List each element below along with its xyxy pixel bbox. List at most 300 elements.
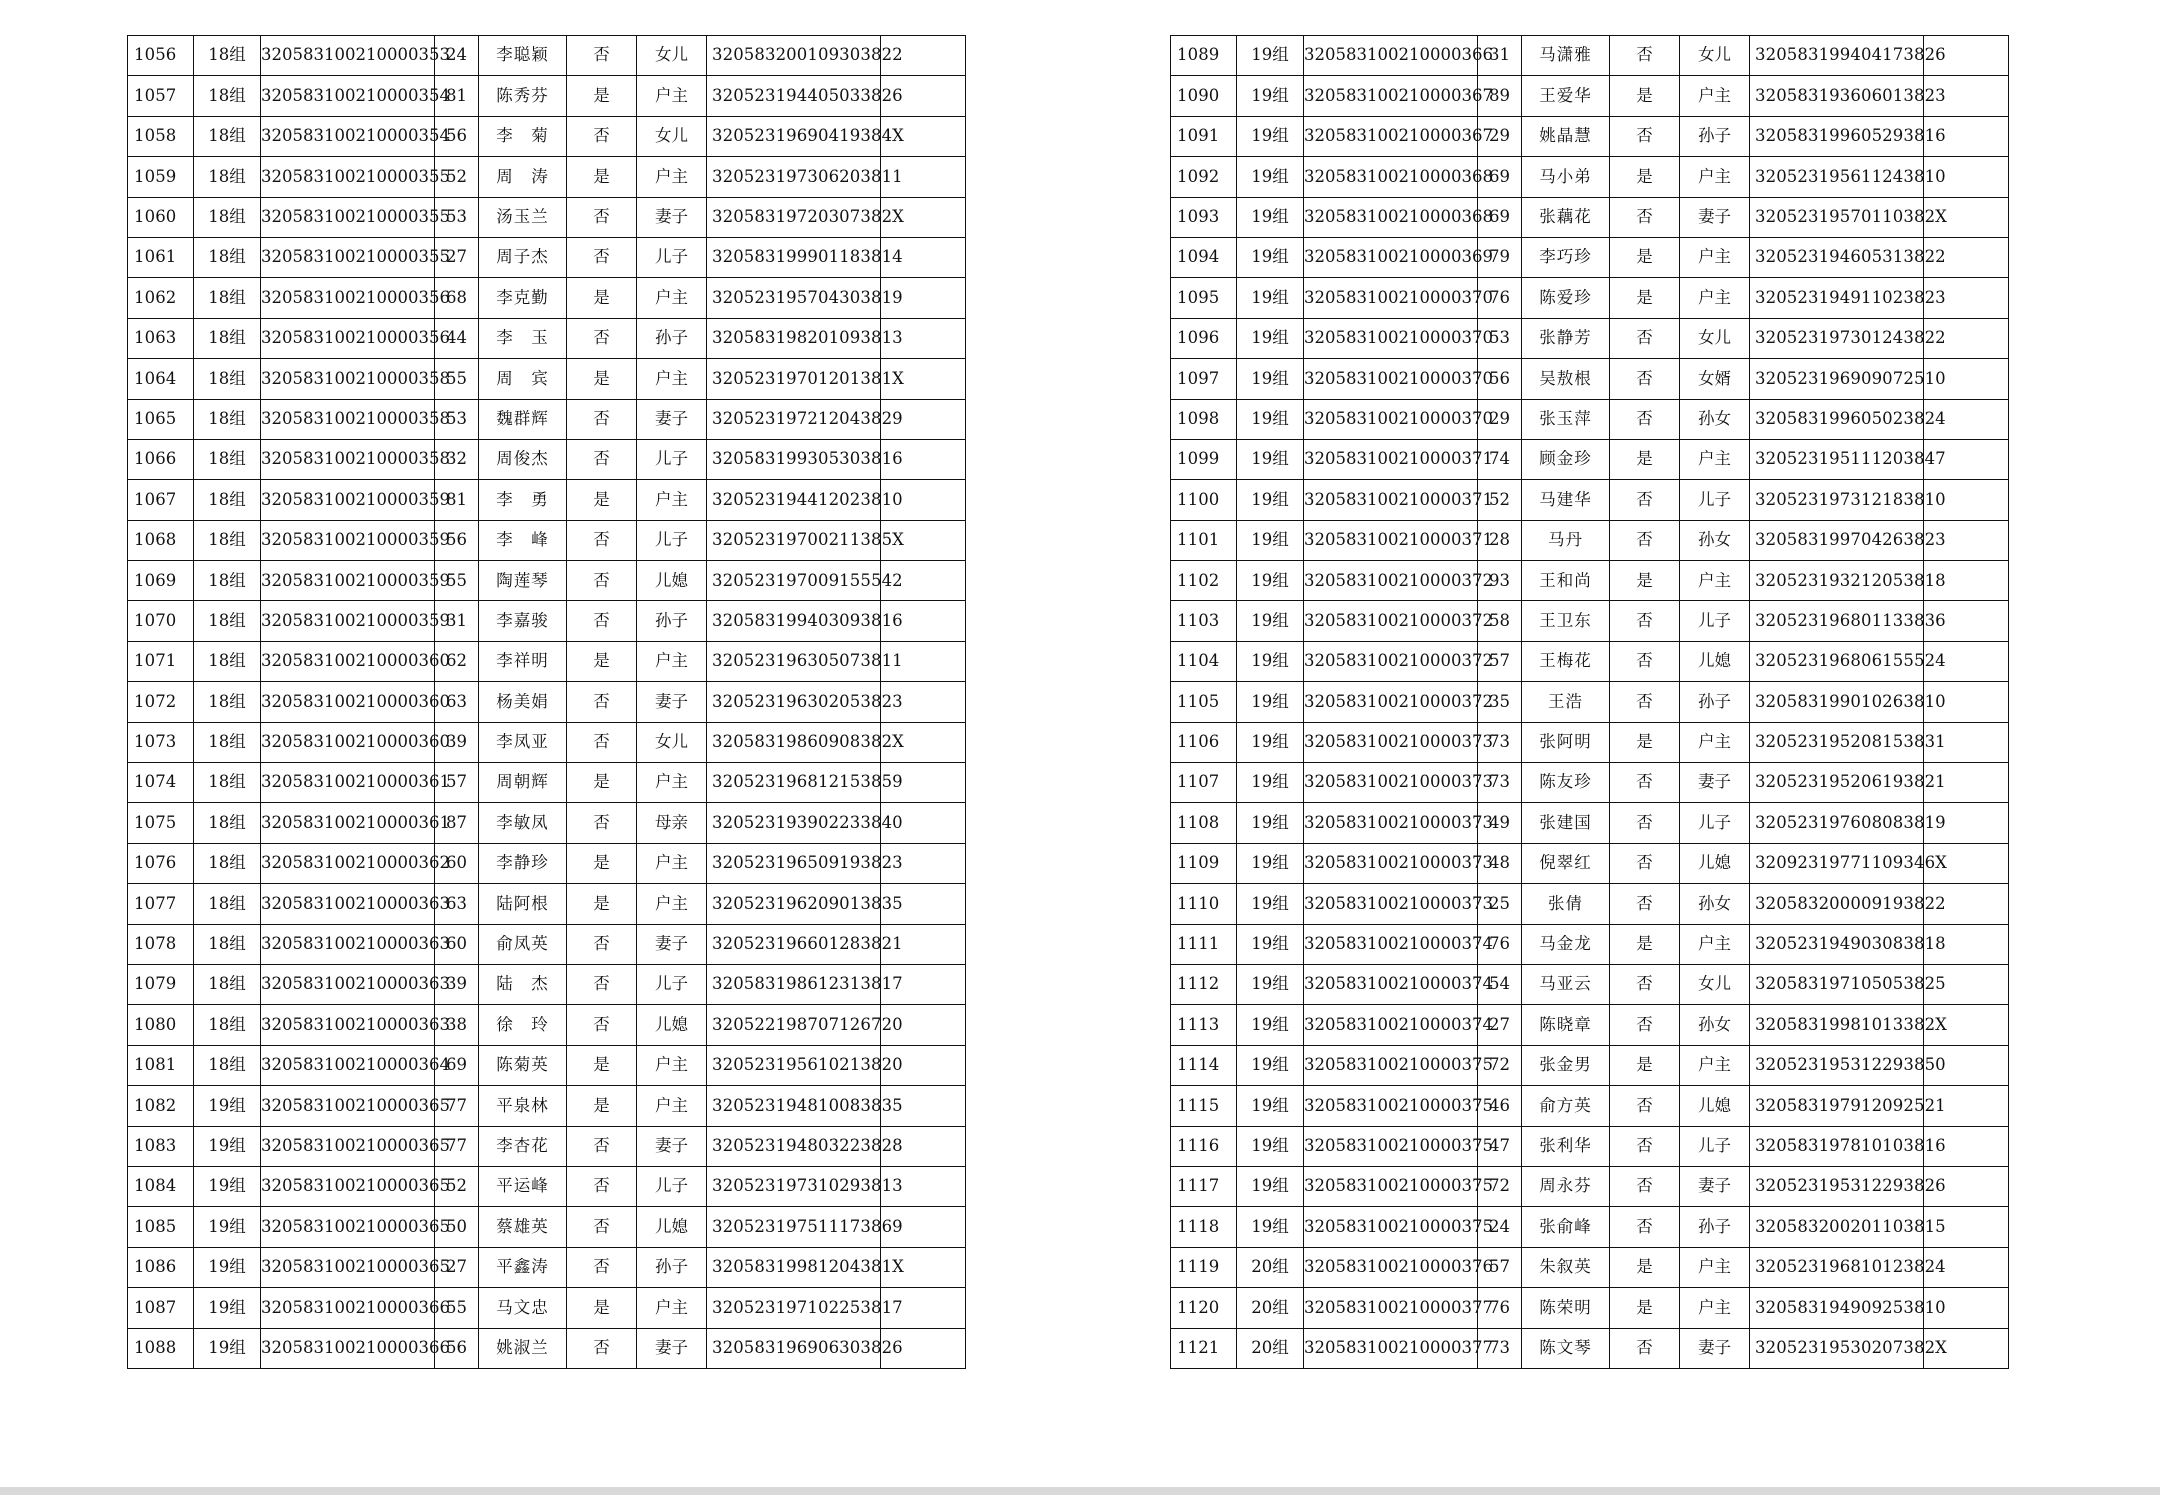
head-flag-cell: 否 [567,964,637,1004]
group-cell: 18组 [194,36,261,76]
age-cell: 93 [1478,561,1522,601]
relation-cell: 孙子 [1680,116,1750,156]
row-number-cell: 1103 [1171,601,1237,641]
relation-cell: 儿子 [1680,803,1750,843]
table-row [128,1247,966,1287]
age-cell: 76 [1478,278,1522,318]
name-cell: 陈秀芬 [479,76,567,116]
id-number-cell: 320583198201093813 [707,318,881,358]
table-row [128,884,966,924]
table-row [1171,36,2009,76]
household-number-cell: 320583100210000359 [261,480,435,520]
name-cell: 陆 杰 [479,964,567,1004]
group-cell: 19组 [1237,116,1304,156]
table-row [128,1288,966,1328]
age-cell: 50 [435,1207,479,1247]
head-flag-cell: 否 [1610,36,1680,76]
household-number-cell: 320583100210000376 [1304,1247,1478,1287]
group-cell: 19组 [1237,480,1304,520]
row-number-cell: 1060 [128,197,194,237]
id-number-cell: 320583196906303826 [707,1328,881,1368]
id-number-cell: 32092319771109346X [1750,843,1924,883]
row-number-cell: 1111 [1171,924,1237,964]
group-cell: 18组 [194,803,261,843]
relation-cell: 户主 [1680,439,1750,479]
id-number-cell: 320523197009155542 [707,561,881,601]
name-cell: 李静珍 [479,843,567,883]
head-flag-cell: 否 [567,1328,637,1368]
head-flag-cell: 否 [567,318,637,358]
name-cell: 魏群辉 [479,399,567,439]
table-row [1171,884,2009,924]
relation-cell: 儿媳 [637,561,707,601]
id-number-cell: 320523196601283821 [707,924,881,964]
household-number-cell: 320583100210000371 [1304,520,1478,560]
table-row [1171,1288,2009,1328]
group-cell: 18组 [194,763,261,803]
table-row [128,76,966,116]
household-number-cell: 320583100210000366 [1304,36,1478,76]
table-row [128,116,966,156]
household-number-cell: 320583100210000366 [261,1328,435,1368]
household-number-cell: 320583100210000359 [261,520,435,560]
age-cell: 47 [1478,1126,1522,1166]
group-cell: 20组 [1237,1288,1304,1328]
name-cell: 陈爱珍 [1522,278,1610,318]
id-number-cell: 320583197105053825 [1750,964,1924,1004]
name-cell: 张玉萍 [1522,399,1610,439]
row-number-cell: 1067 [128,480,194,520]
head-flag-cell: 是 [1610,278,1680,318]
table-row [1171,843,2009,883]
head-flag-cell: 是 [1610,561,1680,601]
relation-cell: 孙女 [1680,520,1750,560]
id-number-cell: 320523194803223828 [707,1126,881,1166]
id-number-cell: 320522198707126720 [707,1005,881,1045]
name-cell: 陈文琴 [1522,1328,1610,1368]
row-number-cell: 1088 [128,1328,194,1368]
group-cell: 18组 [194,399,261,439]
relation-cell: 女婿 [1680,359,1750,399]
id-number-cell: 320583199704263823 [1750,520,1924,560]
relation-cell: 户主 [1680,1045,1750,1085]
row-number-cell: 1113 [1171,1005,1237,1045]
head-flag-cell: 是 [567,278,637,318]
row-number-cell: 1094 [1171,237,1237,277]
id-number-cell: 320523196305073811 [707,641,881,681]
name-cell: 李巧珍 [1522,237,1610,277]
household-number-cell: 320583100210000353 [261,36,435,76]
row-number-cell: 1073 [128,722,194,762]
age-cell: 52 [435,157,479,197]
row-number-cell: 1116 [1171,1126,1237,1166]
relation-cell: 儿子 [637,237,707,277]
row-number-cell: 1082 [128,1086,194,1126]
head-flag-cell: 否 [1610,520,1680,560]
age-cell: 69 [1478,157,1522,197]
table-row [1171,1086,2009,1126]
id-number-cell: 320523197312183810 [1750,480,1924,520]
age-cell: 58 [1478,601,1522,641]
row-number-cell: 1081 [128,1045,194,1085]
row-number-cell: 1057 [128,76,194,116]
head-flag-cell: 否 [1610,803,1680,843]
relation-cell: 妻子 [637,924,707,964]
head-flag-cell: 是 [567,359,637,399]
group-cell: 18组 [194,1005,261,1045]
id-number-cell: 320523195704303819 [707,278,881,318]
row-number-cell: 1112 [1171,964,1237,1004]
row-number-cell: 1106 [1171,722,1237,762]
household-number-cell: 320583100210000365 [261,1086,435,1126]
group-cell: 18组 [194,359,261,399]
relation-cell: 妻子 [1680,1328,1750,1368]
age-cell: 77 [435,1126,479,1166]
household-number-cell: 320583100210000364 [261,1045,435,1085]
age-cell: 60 [435,843,479,883]
id-number-cell: 320583200201103815 [1750,1207,1924,1247]
household-number-cell: 320583100210000361 [261,803,435,843]
group-cell: 18组 [194,157,261,197]
group-cell: 19组 [194,1207,261,1247]
household-number-cell: 320583100210000356 [261,278,435,318]
group-cell: 18组 [194,561,261,601]
id-number-cell: 320583199305303816 [707,439,881,479]
household-number-cell: 320583100210000363 [261,1005,435,1045]
household-number-cell: 320583100210000366 [261,1288,435,1328]
name-cell: 张俞峰 [1522,1207,1610,1247]
age-cell: 57 [1478,1247,1522,1287]
roster-body-right [1171,36,2009,1369]
id-number-cell: 320583199404173826 [1750,36,1924,76]
head-flag-cell: 否 [1610,1086,1680,1126]
relation-cell: 妻子 [637,1126,707,1166]
row-number-cell: 1068 [128,520,194,560]
relation-cell: 户主 [1680,924,1750,964]
age-cell: 69 [1478,197,1522,237]
row-number-cell: 1085 [128,1207,194,1247]
group-cell: 19组 [1237,1005,1304,1045]
household-number-cell: 320583100210000375 [1304,1207,1478,1247]
group-cell: 18组 [194,480,261,520]
name-cell: 平鑫涛 [479,1247,567,1287]
row-number-cell: 1056 [128,36,194,76]
id-number-cell: 320523195312293826 [1750,1166,1924,1206]
name-cell: 陈友珍 [1522,763,1610,803]
id-number-cell: 320523196209013835 [707,884,881,924]
id-number-cell: 320523197102253817 [707,1288,881,1328]
household-number-cell: 320583100210000377 [1304,1288,1478,1328]
relation-cell: 户主 [637,763,707,803]
name-cell: 姚淑兰 [479,1328,567,1368]
relation-cell: 户主 [1680,1247,1750,1287]
table-row [128,318,966,358]
table-row [128,1045,966,1085]
name-cell: 俞凤英 [479,924,567,964]
relation-cell: 妻子 [637,399,707,439]
age-cell: 89 [1478,76,1522,116]
row-number-cell: 1079 [128,964,194,1004]
row-number-cell: 1066 [128,439,194,479]
household-number-cell: 320583100210000365 [261,1166,435,1206]
name-cell: 马潇雅 [1522,36,1610,76]
age-cell: 28 [1478,520,1522,560]
table-row [128,803,966,843]
group-cell: 18组 [194,76,261,116]
id-number-cell: 32052319530207382X [1750,1328,1924,1368]
group-cell: 19组 [194,1166,261,1206]
name-cell: 李祥明 [479,641,567,681]
id-number-cell: 320523197301243822 [1750,318,1924,358]
household-number-cell: 320583100210000371 [1304,480,1478,520]
roster-table-right [1170,35,2009,1369]
table-row [1171,157,2009,197]
row-number-cell: 1118 [1171,1207,1237,1247]
id-number-cell: 320523194605313822 [1750,237,1924,277]
household-number-cell: 320583100210000361 [261,763,435,803]
id-number-cell: 320523195206193821 [1750,763,1924,803]
name-cell: 王爱华 [1522,76,1610,116]
group-cell: 18组 [194,439,261,479]
row-number-cell: 1087 [128,1288,194,1328]
table-row [128,520,966,560]
head-flag-cell: 是 [1610,1247,1680,1287]
age-cell: 56 [1478,359,1522,399]
group-cell: 20组 [1237,1247,1304,1287]
id-number-cell: 320583194909253810 [1750,1288,1924,1328]
table-row [128,601,966,641]
group-cell: 18组 [194,843,261,883]
relation-cell: 户主 [1680,237,1750,277]
id-number-cell: 320523196810123824 [1750,1247,1924,1287]
row-number-cell: 1097 [1171,359,1237,399]
table-row [1171,439,2009,479]
household-number-cell: 320583100210000358 [261,359,435,399]
relation-cell: 儿媳 [637,1005,707,1045]
group-cell: 19组 [1237,803,1304,843]
id-number-cell: 32058319720307382X [707,197,881,237]
household-number-cell: 320583100210000368 [1304,197,1478,237]
name-cell: 周 宾 [479,359,567,399]
row-number-cell: 1105 [1171,682,1237,722]
group-cell: 19组 [1237,520,1304,560]
table-row [128,561,966,601]
table-row [1171,1207,2009,1247]
relation-cell: 妻子 [1680,1166,1750,1206]
household-number-cell: 320583100210000360 [261,682,435,722]
name-cell: 马丹 [1522,520,1610,560]
age-cell: 52 [435,1166,479,1206]
age-cell: 25 [1478,884,1522,924]
relation-cell: 儿媳 [637,1207,707,1247]
row-number-cell: 1089 [1171,36,1237,76]
relation-cell: 户主 [1680,1288,1750,1328]
relation-cell: 户主 [637,1288,707,1328]
relation-cell: 户主 [1680,157,1750,197]
age-cell: 73 [1478,722,1522,762]
head-flag-cell: 否 [1610,601,1680,641]
household-number-cell: 320583100210000355 [261,157,435,197]
table-row [1171,1328,2009,1368]
row-number-cell: 1083 [128,1126,194,1166]
row-number-cell: 1092 [1171,157,1237,197]
table-row [128,399,966,439]
name-cell: 王和尚 [1522,561,1610,601]
id-number-cell: 320523194412023810 [707,480,881,520]
table-row [128,359,966,399]
name-cell: 蔡雄英 [479,1207,567,1247]
id-number-cell: 320523197608083819 [1750,803,1924,843]
household-number-cell: 320583100210000375 [1304,1086,1478,1126]
name-cell: 张建国 [1522,803,1610,843]
id-number-cell: 320523195610213820 [707,1045,881,1085]
table-row [128,1005,966,1045]
relation-cell: 户主 [1680,722,1750,762]
head-flag-cell: 是 [567,641,637,681]
relation-cell: 儿子 [637,1166,707,1206]
name-cell: 张阿明 [1522,722,1610,762]
age-cell: 72 [1478,1045,1522,1085]
group-cell: 19组 [1237,884,1304,924]
age-cell: 77 [435,1086,479,1126]
head-flag-cell: 否 [1610,843,1680,883]
age-cell: 24 [1478,1207,1522,1247]
relation-cell: 户主 [637,359,707,399]
relation-cell: 孙女 [1680,399,1750,439]
row-number-cell: 1115 [1171,1086,1237,1126]
group-cell: 19组 [194,1328,261,1368]
name-cell: 李敏凤 [479,803,567,843]
id-number-cell: 32058319860908382X [707,722,881,762]
age-cell: 56 [435,1328,479,1368]
relation-cell: 户主 [637,641,707,681]
group-cell: 18组 [194,116,261,156]
name-cell: 王卫东 [1522,601,1610,641]
head-flag-cell: 否 [1610,359,1680,399]
group-cell: 19组 [1237,924,1304,964]
id-number-cell: 320523197306203811 [707,157,881,197]
age-cell: 38 [435,1005,479,1045]
name-cell: 李杏花 [479,1126,567,1166]
household-number-cell: 320583100210000359 [261,561,435,601]
table-row [128,924,966,964]
id-number-cell: 320523194405033826 [707,76,881,116]
household-number-cell: 320583100210000365 [261,1247,435,1287]
head-flag-cell: 否 [567,924,637,964]
name-cell: 平运峰 [479,1166,567,1206]
head-flag-cell: 是 [567,76,637,116]
table-row [128,237,966,277]
head-flag-cell: 否 [567,1005,637,1045]
group-cell: 18组 [194,601,261,641]
age-cell: 39 [435,964,479,1004]
household-number-cell: 320583100210000359 [261,601,435,641]
relation-cell: 户主 [637,157,707,197]
age-cell: 60 [435,924,479,964]
id-number-cell: 320523197310293813 [707,1166,881,1206]
row-number-cell: 1059 [128,157,194,197]
age-cell: 73 [1478,1328,1522,1368]
row-number-cell: 1108 [1171,803,1237,843]
table-row [128,1086,966,1126]
head-flag-cell: 否 [1610,197,1680,237]
head-flag-cell: 否 [567,561,637,601]
name-cell: 马建华 [1522,480,1610,520]
row-number-cell: 1120 [1171,1288,1237,1328]
head-flag-cell: 否 [1610,641,1680,681]
table-row [1171,1166,2009,1206]
row-number-cell: 1080 [128,1005,194,1045]
table-row [128,843,966,883]
row-number-cell: 1109 [1171,843,1237,883]
row-number-cell: 1078 [128,924,194,964]
group-cell: 18组 [194,237,261,277]
head-flag-cell: 否 [567,520,637,560]
household-number-cell: 320583100210000374 [1304,964,1478,1004]
row-number-cell: 1070 [128,601,194,641]
group-cell: 18组 [194,641,261,681]
relation-cell: 儿子 [1680,1126,1750,1166]
relation-cell: 孙子 [637,601,707,641]
group-cell: 18组 [194,318,261,358]
household-number-cell: 320583100210000372 [1304,682,1478,722]
age-cell: 63 [435,682,479,722]
group-cell: 19组 [1237,36,1304,76]
id-number-cell: 320583200009193822 [1750,884,1924,924]
head-flag-cell: 否 [567,439,637,479]
id-number-cell: 32058319981013382X [1750,1005,1924,1045]
household-number-cell: 320583100210000370 [1304,399,1478,439]
id-number-cell: 32052319690419384X [707,116,881,156]
group-cell: 19组 [194,1126,261,1166]
group-cell: 18组 [194,1045,261,1085]
id-number-cell: 320523197212043829 [707,399,881,439]
household-number-cell: 320583100210000373 [1304,803,1478,843]
head-flag-cell: 否 [567,722,637,762]
relation-cell: 孙子 [1680,1207,1750,1247]
household-number-cell: 320583100210000372 [1304,561,1478,601]
age-cell: 62 [435,641,479,681]
id-number-cell: 320523196801133836 [1750,601,1924,641]
age-cell: 55 [435,1288,479,1328]
row-number-cell: 1101 [1171,520,1237,560]
household-number-cell: 320583100210000373 [1304,884,1478,924]
household-number-cell: 320583100210000375 [1304,1166,1478,1206]
group-cell: 18组 [194,520,261,560]
group-cell: 19组 [1237,439,1304,479]
table-row [1171,924,2009,964]
household-number-cell: 320583100210000373 [1304,763,1478,803]
name-cell: 李 峰 [479,520,567,560]
relation-cell: 儿子 [1680,480,1750,520]
group-cell: 18组 [194,682,261,722]
name-cell: 马金龙 [1522,924,1610,964]
household-number-cell: 320583100210000375 [1304,1126,1478,1166]
relation-cell: 女儿 [1680,964,1750,1004]
household-number-cell: 320583100210000370 [1304,359,1478,399]
household-number-cell: 320583100210000354 [261,76,435,116]
row-number-cell: 1075 [128,803,194,843]
head-flag-cell: 否 [567,237,637,277]
id-number-cell: 32052319700211385X [707,520,881,560]
household-number-cell: 320583100210000360 [261,722,435,762]
household-number-cell: 320583100210000358 [261,399,435,439]
head-flag-cell: 否 [1610,399,1680,439]
household-number-cell: 320583100210000362 [261,843,435,883]
household-number-cell: 320583100210000370 [1304,318,1478,358]
relation-cell: 儿子 [637,964,707,1004]
head-flag-cell: 否 [1610,1166,1680,1206]
